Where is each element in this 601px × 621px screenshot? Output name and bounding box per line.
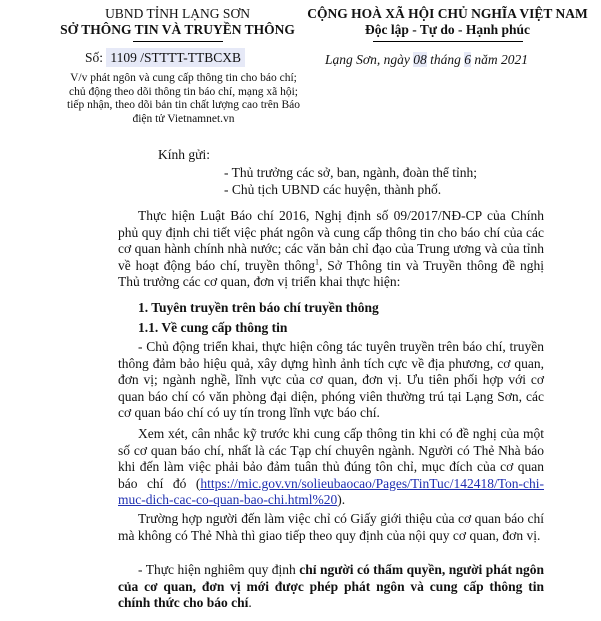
paragraph-4-bold: chỉ người có thẩm quyền, người phát ngôn của cơ quan, đơn vị mới được phép phát ngôn và cung cấp thông tin chính thức cho báo chí (118, 562, 544, 611)
national-title (300, 6, 595, 42)
section-heading-1: 1. Tuyên truyền trên báo chí truyền thông (138, 300, 379, 315)
press-guidelines-link[interactable]: https://mic.gov.vn/solieubaocao/Pages/TinTuc/142418/Ton-chi-muc-dich-cac-co-quan-bao-chi.html%20 (118, 475, 544, 508)
paragraph-2-text-a: Xem xét, cân nhắc kỹ trước khi cung cấp thông tin khi có đề nghị của một số cơ quan báo chí, nhất là các Tạp chí chuyên ngành. Người có Thẻ Nhà báo khi đến làm việc phải bảo đảm tuân thủ đúng tôn chỉ, mục đích của cơ quan báo chí đó ( (118, 426, 544, 491)
recipient-item: - Chủ tịch UBND các huyện, thành phố. (224, 182, 442, 197)
doc-number-label: Số: (85, 50, 104, 65)
place-date (325, 52, 528, 68)
section-heading-1-1: 1.1. Về cung cấp thông tin (138, 320, 288, 335)
intro-paragraph (118, 208, 544, 291)
nation-line-2: Độc lập - Tự do - Hạnh phúc (364, 22, 531, 37)
paragraph-1 (118, 339, 544, 422)
date-year: năm 2021 (474, 52, 528, 67)
date-month: 6 (464, 52, 471, 67)
place-date-prefix: Lạng Sơn, ngày (325, 52, 410, 67)
paragraph-1-text: - Chủ động triển khai, thực hiện công tác tuyên truyền trên báo chí, truyền thông đảm bảo hiệu quả, xây dựng hình ảnh tích cực về địa phương, cơ quan, đơn vị; ngành nghề, lĩnh vực của cơ quan, đơn vị. Ưu tiên phối hợp với cơ quan báo chí có văn phòng đại diện, phóng viên thường trú tại Lạng Sơn, các cơ quan báo chí có uy tín trong lĩnh vực báo chí. (118, 339, 544, 421)
document-number (85, 50, 245, 66)
paragraph-2-text-b: ). (337, 492, 346, 508)
paragraph-4 (118, 562, 544, 612)
nation-line-1: CỘNG HOÀ XÃ HỘI CHỦ NGHĨA VIỆT NAM (307, 6, 588, 21)
paragraph-4-text-a: - Thực hiện nghiêm quy định (138, 562, 300, 577)
paragraph-3 (118, 511, 544, 544)
recipient-item: - Thủ trưởng các sở, ban, ngành, đoàn thể tỉnh; (224, 165, 478, 180)
paragraph-3-text: Trường hợp người đến làm việc chỉ có Giấy giới thiệu của cơ quan báo chí mà không có Thẻ Nhà thì giao tiếp theo quy định của nội quy cơ quan, đơn vị. (118, 511, 544, 543)
document-subject: V/v phát ngôn và cung cấp thông tin cho báo chí; chủ động theo dõi thông tin báo chí, mạng xã hội; tiếp nhận, theo dõi bản tin chất lượng cao trên Báo điện tử Vietnamnet.vn (67, 72, 300, 125)
footnote-marker: 1 (315, 257, 319, 267)
org-underline (133, 41, 223, 42)
intro-text-b: , Sở Thông tin và Truyền thông đề nghị Thủ trưởng các cơ quan, đơn vị triển khai thực hiện: (118, 257, 544, 290)
intro-text-a: Thực hiện Luật Báo chí 2016, Nghị định số 09/2017/NĐ-CP của Chính phủ quy định chi tiết việc phát ngôn và cung cấp thông tin cho báo chí của các cơ quan hành chính nhà nước; các văn bản chỉ đạo của Trung ương và của tỉnh về hoạt động báo chí, truyền thông (118, 208, 544, 273)
date-day: 08 (413, 52, 427, 67)
date-month-label: tháng (430, 52, 461, 67)
paragraph-4-text-b: . (248, 595, 252, 611)
doc-number-value: 1109 /STTTT-TTBCXB (106, 48, 245, 67)
paragraph-2 (118, 426, 544, 509)
org-line-1: UBND TỈNH LẠNG SƠN (105, 6, 250, 21)
org-line-2: SỞ THÔNG TIN VÀ TRUYỀN THÔNG (60, 22, 295, 37)
recipients-label: Kính gửi: (158, 147, 210, 162)
issuing-authority (60, 6, 295, 42)
motto-underline (373, 41, 523, 42)
